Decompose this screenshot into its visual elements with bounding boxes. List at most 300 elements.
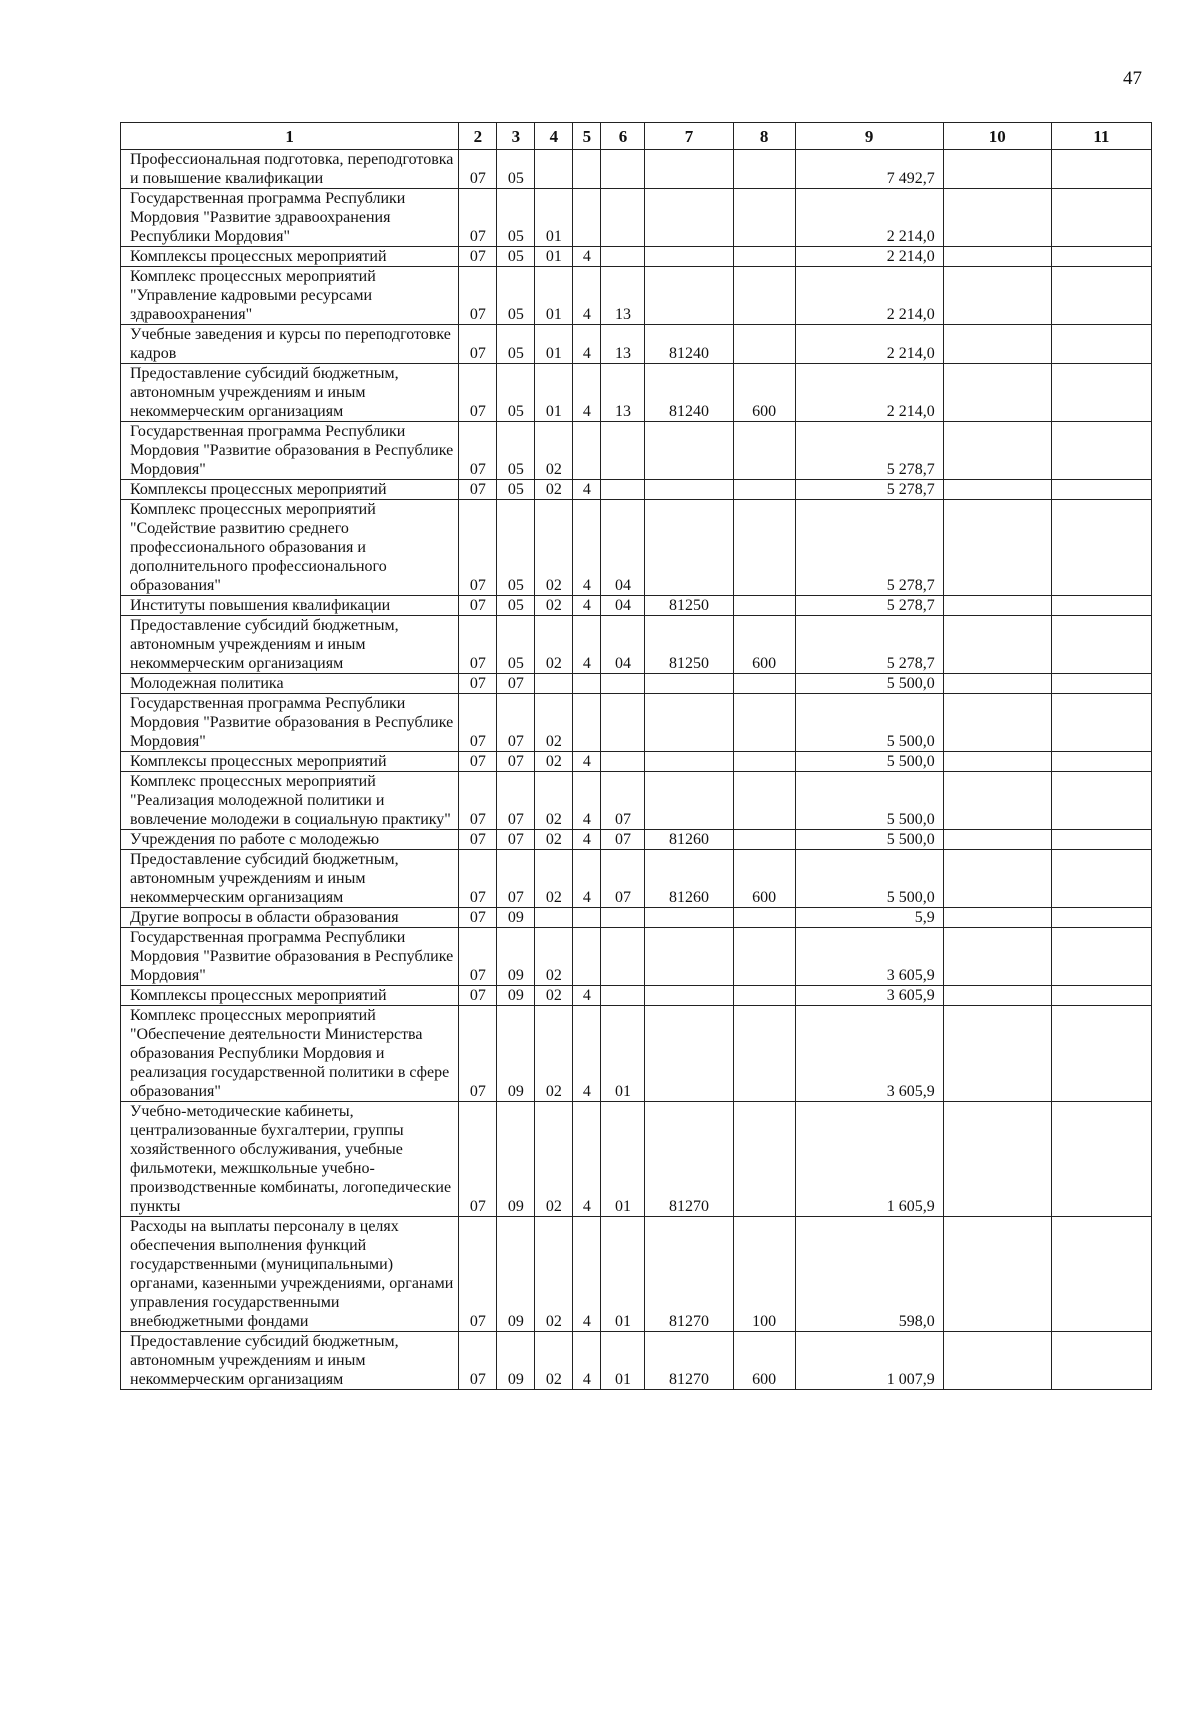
cell-col-2: 07 — [459, 500, 497, 596]
cell-amount: 7 492,7 — [795, 150, 943, 189]
cell-amount: 1 007,9 — [795, 1332, 943, 1390]
cell-col-10 — [943, 694, 1051, 752]
cell-col-7 — [645, 422, 733, 480]
cell-amount: 5 278,7 — [795, 616, 943, 674]
cell-col-6: 13 — [601, 364, 645, 422]
table-row — [121, 830, 1152, 850]
row-name: Комплексы процессных мероприятий — [121, 480, 459, 500]
cell-col-3: 05 — [497, 500, 535, 596]
table-row — [121, 752, 1152, 772]
cell-col-4: 02 — [535, 830, 573, 850]
cell-col-8 — [733, 325, 795, 364]
cell-col-6: 01 — [601, 1332, 645, 1390]
cell-col-2: 07 — [459, 850, 497, 908]
table-row — [121, 772, 1152, 830]
cell-col-8 — [733, 908, 795, 928]
cell-col-6 — [601, 986, 645, 1006]
cell-col-8: 600 — [733, 1332, 795, 1390]
cell-col-10 — [943, 1102, 1051, 1217]
cell-col-2: 07 — [459, 1332, 497, 1390]
cell-col-11 — [1051, 267, 1151, 325]
cell-col-3: 07 — [497, 772, 535, 830]
cell-col-6 — [601, 247, 645, 267]
cell-col-5: 4 — [573, 480, 601, 500]
cell-col-6: 01 — [601, 1006, 645, 1102]
column-header: 11 — [1051, 123, 1151, 150]
cell-col-5 — [573, 189, 601, 247]
cell-col-10 — [943, 772, 1051, 830]
cell-amount: 2 214,0 — [795, 364, 943, 422]
cell-col-3: 05 — [497, 596, 535, 616]
page-number: 47 — [1123, 68, 1142, 89]
table-row — [121, 247, 1152, 267]
cell-col-2: 07 — [459, 694, 497, 752]
cell-col-2: 07 — [459, 908, 497, 928]
cell-col-5 — [573, 674, 601, 694]
cell-col-8 — [733, 150, 795, 189]
cell-col-10 — [943, 928, 1051, 986]
cell-col-6 — [601, 150, 645, 189]
budget-table — [120, 122, 1152, 1390]
cell-col-7: 81260 — [645, 850, 733, 908]
cell-col-5: 4 — [573, 772, 601, 830]
row-name: Предоставление субсидий бюджетным, автономным учреждениям и иным некоммерческим организациям — [121, 616, 459, 674]
cell-col-3: 07 — [497, 674, 535, 694]
column-header: 7 — [645, 123, 733, 150]
cell-amount: 2 214,0 — [795, 247, 943, 267]
cell-col-6: 04 — [601, 596, 645, 616]
cell-amount: 5 500,0 — [795, 850, 943, 908]
cell-col-11 — [1051, 1006, 1151, 1102]
table-row — [121, 1217, 1152, 1332]
cell-col-6: 07 — [601, 830, 645, 850]
cell-col-6 — [601, 694, 645, 752]
cell-col-10 — [943, 830, 1051, 850]
cell-col-6 — [601, 752, 645, 772]
row-name: Государственная программа Республики Мордовия "Развитие здравоохранения Республики Мордовия" — [121, 189, 459, 247]
cell-col-6: 13 — [601, 325, 645, 364]
column-header: 9 — [795, 123, 943, 150]
cell-col-3: 05 — [497, 247, 535, 267]
cell-col-4: 02 — [535, 850, 573, 908]
table-header — [121, 123, 1152, 150]
cell-col-7 — [645, 189, 733, 247]
cell-col-5: 4 — [573, 1006, 601, 1102]
table-row — [121, 694, 1152, 752]
cell-col-8 — [733, 247, 795, 267]
cell-col-4: 02 — [535, 596, 573, 616]
cell-col-3: 07 — [497, 850, 535, 908]
cell-col-5: 4 — [573, 364, 601, 422]
cell-col-6: 04 — [601, 616, 645, 674]
cell-col-3: 07 — [497, 752, 535, 772]
cell-col-7 — [645, 267, 733, 325]
cell-col-8 — [733, 694, 795, 752]
cell-col-10 — [943, 325, 1051, 364]
cell-col-10 — [943, 500, 1051, 596]
cell-col-11 — [1051, 325, 1151, 364]
cell-col-2: 07 — [459, 247, 497, 267]
cell-col-8 — [733, 480, 795, 500]
cell-amount: 5 500,0 — [795, 772, 943, 830]
row-name: Государственная программа Республики Мордовия "Развитие образования в Республике Мордовия" — [121, 694, 459, 752]
cell-col-3: 05 — [497, 189, 535, 247]
cell-col-3: 05 — [497, 150, 535, 189]
cell-col-4: 01 — [535, 325, 573, 364]
column-header: 4 — [535, 123, 573, 150]
cell-col-7 — [645, 908, 733, 928]
cell-col-7 — [645, 674, 733, 694]
table-body — [121, 150, 1152, 1390]
cell-col-3: 05 — [497, 267, 535, 325]
cell-col-6 — [601, 422, 645, 480]
cell-col-11 — [1051, 480, 1151, 500]
cell-col-10 — [943, 850, 1051, 908]
row-name: Комплекс процессных мероприятий "Обеспечение деятельности Министерства образования Республики Мордовия и реализация государственной политики в сфере образования" — [121, 1006, 459, 1102]
column-header: 2 — [459, 123, 497, 150]
cell-col-2: 07 — [459, 1102, 497, 1217]
row-name: Профессиональная подготовка, переподготовка и повышение квалификации — [121, 150, 459, 189]
cell-col-11 — [1051, 928, 1151, 986]
cell-col-5: 4 — [573, 616, 601, 674]
row-name: Другие вопросы в области образования — [121, 908, 459, 928]
cell-col-2: 07 — [459, 986, 497, 1006]
cell-col-10 — [943, 150, 1051, 189]
cell-col-4: 01 — [535, 247, 573, 267]
cell-col-2: 07 — [459, 325, 497, 364]
cell-col-3: 05 — [497, 422, 535, 480]
cell-col-4: 01 — [535, 189, 573, 247]
cell-col-2: 07 — [459, 928, 497, 986]
cell-col-11 — [1051, 150, 1151, 189]
cell-col-7 — [645, 500, 733, 596]
cell-col-8 — [733, 752, 795, 772]
row-name: Комплексы процессных мероприятий — [121, 752, 459, 772]
cell-amount: 5 500,0 — [795, 674, 943, 694]
cell-col-4: 01 — [535, 267, 573, 325]
cell-col-4: 02 — [535, 986, 573, 1006]
cell-col-4: 02 — [535, 1217, 573, 1332]
cell-col-2: 07 — [459, 480, 497, 500]
cell-col-6 — [601, 480, 645, 500]
row-name: Комплексы процессных мероприятий — [121, 247, 459, 267]
cell-amount: 5,9 — [795, 908, 943, 928]
cell-col-10 — [943, 1006, 1051, 1102]
cell-col-5: 4 — [573, 596, 601, 616]
cell-amount: 3 605,9 — [795, 928, 943, 986]
cell-col-6 — [601, 674, 645, 694]
cell-col-8 — [733, 596, 795, 616]
cell-col-3: 09 — [497, 928, 535, 986]
cell-col-2: 07 — [459, 267, 497, 325]
cell-col-11 — [1051, 850, 1151, 908]
cell-col-7 — [645, 752, 733, 772]
cell-col-7 — [645, 247, 733, 267]
cell-col-11 — [1051, 364, 1151, 422]
cell-col-6 — [601, 908, 645, 928]
cell-col-10 — [943, 1217, 1051, 1332]
cell-col-10 — [943, 364, 1051, 422]
cell-col-6: 04 — [601, 500, 645, 596]
cell-col-10 — [943, 189, 1051, 247]
table-row — [121, 986, 1152, 1006]
cell-col-8: 100 — [733, 1217, 795, 1332]
cell-col-4 — [535, 674, 573, 694]
cell-col-3: 07 — [497, 694, 535, 752]
cell-col-11 — [1051, 616, 1151, 674]
cell-col-7: 81270 — [645, 1217, 733, 1332]
cell-col-4: 02 — [535, 616, 573, 674]
cell-col-8: 600 — [733, 364, 795, 422]
table-row — [121, 189, 1152, 247]
cell-col-5: 4 — [573, 830, 601, 850]
cell-col-11 — [1051, 596, 1151, 616]
table-row — [121, 1332, 1152, 1390]
cell-col-6: 07 — [601, 772, 645, 830]
table-row — [121, 1102, 1152, 1217]
cell-col-5: 4 — [573, 267, 601, 325]
cell-col-8 — [733, 422, 795, 480]
cell-col-11 — [1051, 752, 1151, 772]
cell-col-5: 4 — [573, 247, 601, 267]
cell-col-7: 81240 — [645, 325, 733, 364]
row-name: Учебные заведения и курсы по переподготовке кадров — [121, 325, 459, 364]
cell-col-7 — [645, 1006, 733, 1102]
column-header: 6 — [601, 123, 645, 150]
cell-col-7 — [645, 928, 733, 986]
cell-amount: 2 214,0 — [795, 325, 943, 364]
cell-col-8 — [733, 500, 795, 596]
cell-col-8 — [733, 189, 795, 247]
table-row — [121, 928, 1152, 986]
cell-col-5: 4 — [573, 325, 601, 364]
cell-col-10 — [943, 247, 1051, 267]
cell-col-11 — [1051, 500, 1151, 596]
row-name: Комплекс процессных мероприятий "Управление кадровыми ресурсами здравоохранения" — [121, 267, 459, 325]
cell-col-10 — [943, 674, 1051, 694]
cell-col-8 — [733, 1102, 795, 1217]
cell-col-3: 07 — [497, 830, 535, 850]
row-name: Государственная программа Республики Мордовия "Развитие образования в Республике Мордовия" — [121, 422, 459, 480]
cell-col-3: 05 — [497, 325, 535, 364]
table-row — [121, 150, 1152, 189]
cell-amount: 5 278,7 — [795, 480, 943, 500]
cell-amount: 5 500,0 — [795, 752, 943, 772]
cell-col-4: 02 — [535, 500, 573, 596]
cell-col-10 — [943, 616, 1051, 674]
cell-col-7: 81260 — [645, 830, 733, 850]
column-header: 5 — [573, 123, 601, 150]
table-row — [121, 480, 1152, 500]
cell-col-7 — [645, 772, 733, 830]
cell-col-4: 02 — [535, 694, 573, 752]
cell-col-11 — [1051, 189, 1151, 247]
cell-col-11 — [1051, 1332, 1151, 1390]
table-row — [121, 850, 1152, 908]
cell-col-2: 07 — [459, 150, 497, 189]
cell-col-2: 07 — [459, 772, 497, 830]
cell-col-5: 4 — [573, 850, 601, 908]
row-name: Институты повышения квалификации — [121, 596, 459, 616]
cell-col-6: 07 — [601, 850, 645, 908]
cell-col-5: 4 — [573, 986, 601, 1006]
cell-col-2: 07 — [459, 674, 497, 694]
cell-col-8 — [733, 772, 795, 830]
row-name: Предоставление субсидий бюджетным, автономным учреждениям и иным некоммерческим организациям — [121, 364, 459, 422]
cell-col-3: 09 — [497, 986, 535, 1006]
cell-col-6 — [601, 189, 645, 247]
cell-col-4: 02 — [535, 422, 573, 480]
cell-col-5: 4 — [573, 1217, 601, 1332]
row-name: Предоставление субсидий бюджетным, автономным учреждениям и иным некоммерческим организациям — [121, 1332, 459, 1390]
cell-amount: 1 605,9 — [795, 1102, 943, 1217]
cell-col-2: 07 — [459, 596, 497, 616]
cell-amount: 5 278,7 — [795, 422, 943, 480]
cell-col-3: 05 — [497, 480, 535, 500]
table-row — [121, 422, 1152, 480]
cell-amount: 3 605,9 — [795, 1006, 943, 1102]
cell-col-7: 81270 — [645, 1102, 733, 1217]
cell-col-3: 09 — [497, 1006, 535, 1102]
cell-col-8: 600 — [733, 850, 795, 908]
cell-col-5 — [573, 928, 601, 986]
cell-col-4 — [535, 908, 573, 928]
cell-col-4: 01 — [535, 364, 573, 422]
cell-col-6: 01 — [601, 1217, 645, 1332]
cell-col-2: 07 — [459, 830, 497, 850]
row-name: Комплекс процессных мероприятий "Реализация молодежной политики и вовлечение молодежи в социальную практику" — [121, 772, 459, 830]
cell-col-4: 02 — [535, 752, 573, 772]
cell-col-6: 01 — [601, 1102, 645, 1217]
cell-col-10 — [943, 1332, 1051, 1390]
cell-col-11 — [1051, 1217, 1151, 1332]
cell-col-5: 4 — [573, 752, 601, 772]
cell-col-11 — [1051, 422, 1151, 480]
cell-col-8: 600 — [733, 616, 795, 674]
cell-col-4: 02 — [535, 1102, 573, 1217]
cell-col-3: 09 — [497, 1102, 535, 1217]
cell-col-5: 4 — [573, 1332, 601, 1390]
cell-col-10 — [943, 422, 1051, 480]
header-row — [121, 123, 1152, 150]
cell-col-7: 81250 — [645, 596, 733, 616]
table-row — [121, 596, 1152, 616]
cell-col-4: 02 — [535, 928, 573, 986]
cell-col-6: 13 — [601, 267, 645, 325]
cell-col-5 — [573, 908, 601, 928]
row-name: Учреждения по работе с молодежью — [121, 830, 459, 850]
cell-col-10 — [943, 596, 1051, 616]
cell-col-11 — [1051, 830, 1151, 850]
cell-col-3: 09 — [497, 1332, 535, 1390]
cell-col-4: 02 — [535, 1332, 573, 1390]
cell-amount: 5 500,0 — [795, 694, 943, 752]
cell-col-4: 02 — [535, 480, 573, 500]
table-row — [121, 267, 1152, 325]
cell-col-11 — [1051, 1102, 1151, 1217]
column-header: 1 — [121, 123, 459, 150]
cell-col-5 — [573, 150, 601, 189]
cell-col-8 — [733, 928, 795, 986]
cell-col-7: 81250 — [645, 616, 733, 674]
table-row — [121, 908, 1152, 928]
cell-col-11 — [1051, 908, 1151, 928]
cell-col-10 — [943, 986, 1051, 1006]
table-row — [121, 325, 1152, 364]
cell-col-5 — [573, 694, 601, 752]
cell-col-7: 81270 — [645, 1332, 733, 1390]
cell-amount: 598,0 — [795, 1217, 943, 1332]
cell-col-2: 07 — [459, 752, 497, 772]
column-header: 3 — [497, 123, 535, 150]
cell-col-2: 07 — [459, 616, 497, 674]
table-row — [121, 1006, 1152, 1102]
row-name: Государственная программа Республики Мордовия "Развитие образования в Республике Мордовия" — [121, 928, 459, 986]
cell-col-4: 02 — [535, 772, 573, 830]
table-row — [121, 364, 1152, 422]
cell-col-8 — [733, 267, 795, 325]
table-row — [121, 674, 1152, 694]
cell-col-7 — [645, 986, 733, 1006]
cell-col-11 — [1051, 674, 1151, 694]
cell-col-7 — [645, 150, 733, 189]
row-name: Молодежная политика — [121, 674, 459, 694]
column-header: 8 — [733, 123, 795, 150]
cell-amount: 3 605,9 — [795, 986, 943, 1006]
cell-amount: 5 278,7 — [795, 596, 943, 616]
cell-amount: 5 278,7 — [795, 500, 943, 596]
cell-col-2: 07 — [459, 422, 497, 480]
cell-col-10 — [943, 267, 1051, 325]
cell-col-3: 09 — [497, 908, 535, 928]
cell-col-11 — [1051, 772, 1151, 830]
row-name: Комплексы процессных мероприятий — [121, 986, 459, 1006]
row-name: Расходы на выплаты персоналу в целях обеспечения выполнения функций государственными (муниципальными) органами, казенными учреждениями, органами управления государственными внебюджетными фондами — [121, 1217, 459, 1332]
cell-col-8 — [733, 986, 795, 1006]
cell-col-8 — [733, 674, 795, 694]
cell-col-4: 02 — [535, 1006, 573, 1102]
cell-col-10 — [943, 480, 1051, 500]
cell-col-11 — [1051, 694, 1151, 752]
row-name: Предоставление субсидий бюджетным, автономным учреждениям и иным некоммерческим организациям — [121, 850, 459, 908]
row-name: Учебно-методические кабинеты, централизованные бухгалтерии, группы хозяйственного обслуживания, учебные фильмотеки, межшкольные учебно-производственные комбинаты, логопедические пункты — [121, 1102, 459, 1217]
cell-col-3: 05 — [497, 616, 535, 674]
cell-col-3: 09 — [497, 1217, 535, 1332]
cell-amount: 5 500,0 — [795, 830, 943, 850]
cell-col-4 — [535, 150, 573, 189]
cell-col-5 — [573, 422, 601, 480]
cell-col-8 — [733, 830, 795, 850]
cell-col-2: 07 — [459, 189, 497, 247]
cell-col-10 — [943, 752, 1051, 772]
cell-amount: 2 214,0 — [795, 189, 943, 247]
cell-amount: 2 214,0 — [795, 267, 943, 325]
cell-col-2: 07 — [459, 1217, 497, 1332]
cell-col-5: 4 — [573, 1102, 601, 1217]
cell-col-7: 81240 — [645, 364, 733, 422]
cell-col-11 — [1051, 247, 1151, 267]
cell-col-6 — [601, 928, 645, 986]
table-row — [121, 616, 1152, 674]
cell-col-7 — [645, 480, 733, 500]
row-name: Комплекс процессных мероприятий "Содействие развитию среднего профессионального образования и дополнительного профессионального образования" — [121, 500, 459, 596]
cell-col-7 — [645, 694, 733, 752]
cell-col-11 — [1051, 986, 1151, 1006]
cell-col-2: 07 — [459, 364, 497, 422]
cell-col-3: 05 — [497, 364, 535, 422]
cell-col-10 — [943, 908, 1051, 928]
cell-col-8 — [733, 1006, 795, 1102]
